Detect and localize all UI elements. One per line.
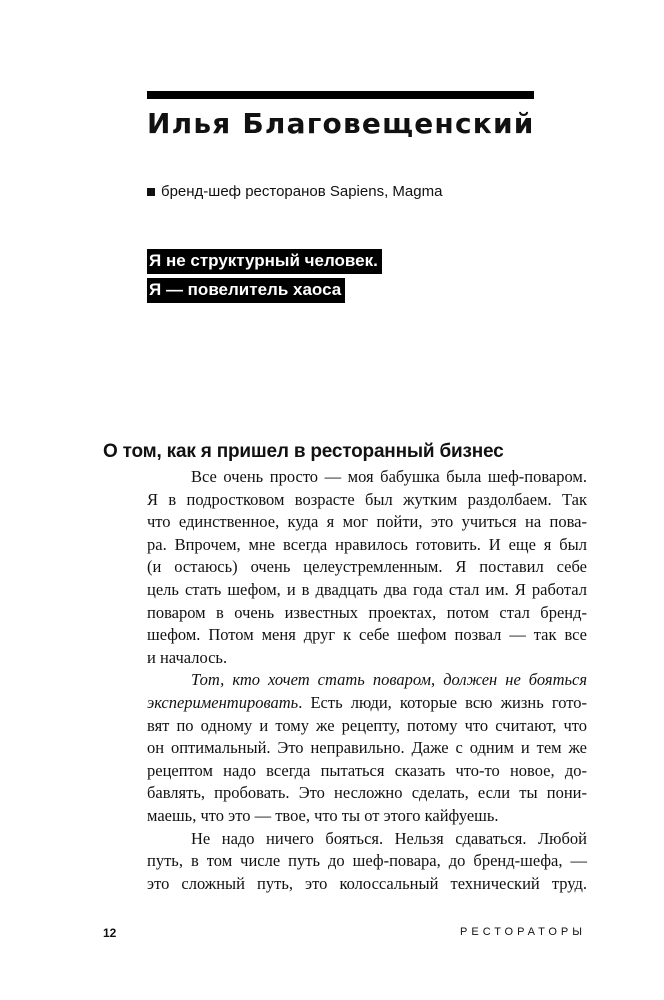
body-line-rest: . Есть люди, которые всю жизнь гото- [298,692,587,712]
page-number: 12 [103,926,117,940]
body-line: рецептом надо всегда пытаться сказать что-то новое, до- [147,760,587,780]
author-name: Илья Благовещенский [147,107,535,140]
body-line [147,669,587,692]
body-text [147,466,587,895]
body-line: цель стать шефом, и в двадцать два года стал им. Я работал [147,579,587,599]
author-role [147,183,442,200]
body-line: Не надо ничего бояться. Нельзя сдаваться. Любой [191,828,587,848]
body-line: путь, в том числе путь до шеф-повара, до бренд-шефа, — [147,851,587,871]
section-heading: О том, как я пришел в ресторанный бизнес [103,441,504,462]
body-line: Я в подростковом возрасте был жутким раздолбаем. Так [147,489,587,509]
body-line: поваром в очень известных проектах, потом стал бренд- [147,602,587,622]
body-line: что единственное, куда я мог пойти, это учиться на пова- [147,512,587,532]
author-role-text: бренд-шеф ресторанов Sapiens, Magma [161,183,443,200]
body-line: это сложный путь, это колоссальный технический труд. [147,873,587,893]
body-line: он оптимальный. Это неправильно. Даже с одним и тем же [147,738,587,758]
top-rule [147,91,534,99]
body-line: шефом. Потом меня друг к себе шефом позвал — так все [147,625,587,645]
body-line: вят по одному и тому же рецепту, потому что считают, что [147,715,587,735]
square-bullet-icon [147,188,155,196]
pull-quote-line-2: Я — повелитель хаоса [147,278,345,303]
body-line: и началось. [147,647,228,667]
body-line: Все очень просто — моя бабушка была шеф-поваром. [191,467,587,486]
body-line: (и остаюсь) очень целеустремленным. Я поставил себе [147,557,587,577]
body-line: маешь, что это — твое, что ты от этого кайфуешь. [147,805,499,825]
italic-phrase: экспериментировать [147,692,299,712]
body-line: бавлять, пробовать. Это несложно сделать, если ты пони- [147,783,587,803]
body-line: ра. Впрочем, мне всегда нравилось готовить. И еще я был [147,534,587,554]
italic-phrase: Тот, кто хочет стать поваром, должен не бояться [191,670,587,690]
pull-quote [147,246,382,304]
body-line [147,692,587,715]
pull-quote-line-1: Я не структурный человек. [147,249,382,274]
running-title: РЕСТОРАТОРЫ [460,926,586,938]
